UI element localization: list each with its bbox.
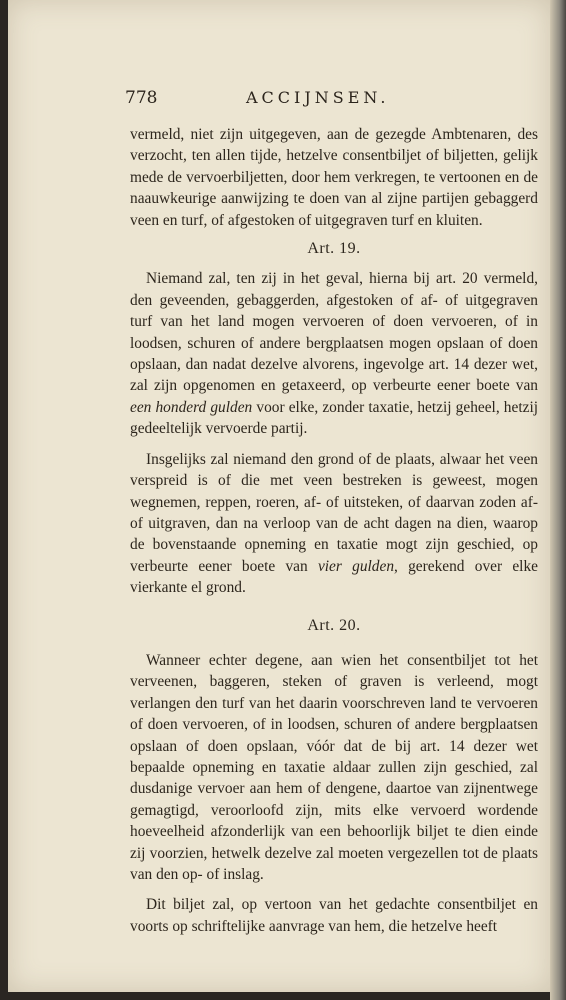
article-heading-19: Art. 19. (307, 240, 361, 258)
italic-amount: een honderd gulden (130, 398, 253, 416)
italic-amount: vier gulden (317, 557, 395, 575)
paragraph-art20-2: Dit biljet zal, op vertoon van het gedachte consentbiljet en voorts op schriftelijke aanvrage van hem, die hetzelve heeft (130, 896, 538, 935)
text-run: voor elke, zonder taxatie, hetzij geheel, hetzij gedeeltelijk vervoerde partij. (130, 398, 538, 438)
running-header (8, 88, 550, 118)
book-page (8, 0, 550, 992)
text-run: Niemand zal, ten zij in het geval, hierna bij art. 20 vermeld, den geveenden, gebaggerden, afgestoken of af- of uitgegraven turf van het land mogen vervoeren of doen vervoeren, of in loodsen, schuren of andere bergplaatsen mogen opslaan of doen opslaan, dan nadat dezelve alvorens, ingevolge art. 14 dezer wet, zal zijn opgenomen en getaxeerd, op verbeurte eener boete van (130, 270, 538, 395)
book-edge (550, 0, 566, 1000)
paragraph-art19-2 (130, 449, 538, 599)
running-title: ACCIJNSEN. (246, 88, 390, 107)
article-heading-20: Art. 20. (307, 616, 361, 634)
text-run: , gerekend over elke vierkante el grond. (130, 557, 538, 597)
page-body (130, 124, 538, 937)
paragraph-art19-1 (130, 268, 538, 439)
page-number: 778 (125, 88, 158, 108)
paragraph-art20-1: Wanneer echter degene, aan wien het consentbiljet tot het verveenen, baggeren, steken of graven is verleend, mogt verlangen den turf van het daarin voorschreven land te vervoeren of doen vervoeren, of in loodsen, schuren of andere bergplaatsen opslaan of doen opslaan, vóór dat de bij art. 14 dezer wet bepaalde opneming en taxatie aldaar zullen zijn geschied, zal dusdanige vervoer aan hem of dengene, daartoe van zijnentwege gemagtigd, veroorloofd zijn, mits elke vervoerd wordende hoeveelheid afzonderlijk van een behoorlijk biljet te dien einde zij voorzien, hetwelk dezelve zal moeten vergezellen tot de plaats van den op- of inslag. (130, 651, 538, 883)
text-run: Insgelijks zal niemand den grond of de plaats, alwaar het veen verspreid is of die met veen bestreken is geweest, mogen wegnemen, reppen, roeren, af- of uitsteken, of daarvan zoden af- of uitgraven, dan na verloop van de acht dagen na dien, waarop de bovenstaande opneming en taxatie mogt zijn geschied, op verbeurte eener boete van (130, 450, 538, 575)
paragraph-continuation: vermeld, niet zijn uitgegeven, aan de gezegde Ambtenaren, des verzocht, ten allen tijde, hetzelve consentbiljet of biljetten, gelijk mede de vervoerbiljetten, door hem verkregen, te vertoonen en de naauwkeurige aanwijzing te doen van al zijne partijen gebaggerd veen en turf, of afgestoken of uitgegraven turf en kluiten. (130, 126, 538, 229)
